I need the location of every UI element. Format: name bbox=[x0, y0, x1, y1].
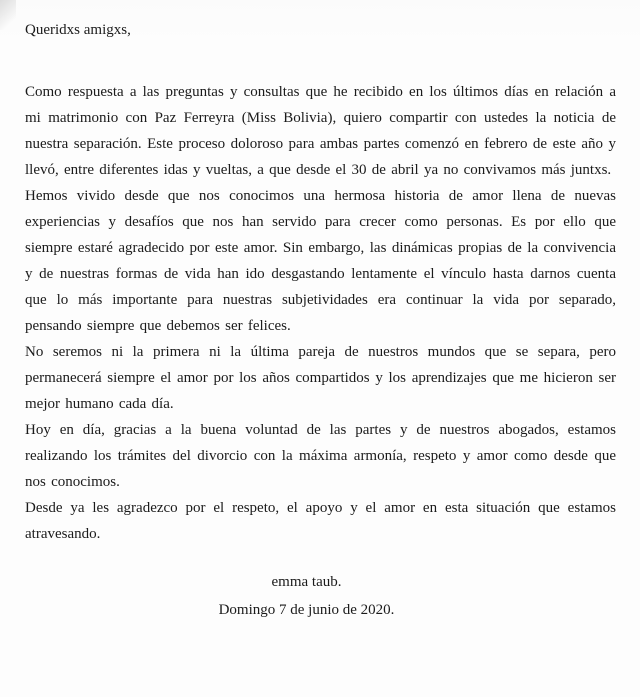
letter-greeting: Queridxs amigxs, bbox=[25, 22, 131, 38]
letter-paragraph-3: No seremos ni la primera ni la última pareja de nuestros mundos que se separa, pero permanecerá siempre el amor por los años compartidos y los aprendizajes que me hicieron ser mejor humano cada día. bbox=[25, 344, 616, 412]
letter-paragraph-1: Como respuesta a las preguntas y consultas que he recibido en los últimos días en relación a mi matrimonio con Paz Ferreyra (Miss Bolivia), quiero compartir con ustedes la noticia de nuestra separación. Este proceso doloroso para ambas partes comenzó en febrero de este año y llevó, entre diferentes idas y vueltas, a que desde el 30 de abril ya no convivamos más juntxs. bbox=[25, 84, 616, 178]
signature-date: Domingo 7 de junio de 2020. bbox=[218, 602, 395, 618]
letter-paragraph-2: Hemos vivido desde que nos conocimos una hermosa historia de amor llena de nuevas experiencias y desafíos que nos han servido para crecer como personas. Es por ello que siempre estaré agradecido por este amor. Sin embargo, las dinámicas propias de la convivencia y de nuestras formas de vida han ido desgastando lentamente el vínculo hasta darnos cuenta que lo más importante para nuestras subjetividades era continuar la vida por separado, pensando siempre que debemos ser felices. bbox=[25, 188, 616, 334]
signature-block bbox=[11, 568, 602, 624]
letter-paragraph-5: Desde ya les agradezco por el respeto, el apoyo y el amor en esta situación que estamos atravesando. bbox=[25, 500, 616, 542]
letter-paragraph-4: Hoy en día, gracias a la buena voluntad de las partes y de nuestros abogados, estamos realizando los trámites del divorcio con la máxima armonía, respeto y amor como desde que nos conocimos. bbox=[25, 422, 616, 490]
signature-name: emma taub. bbox=[271, 574, 342, 590]
